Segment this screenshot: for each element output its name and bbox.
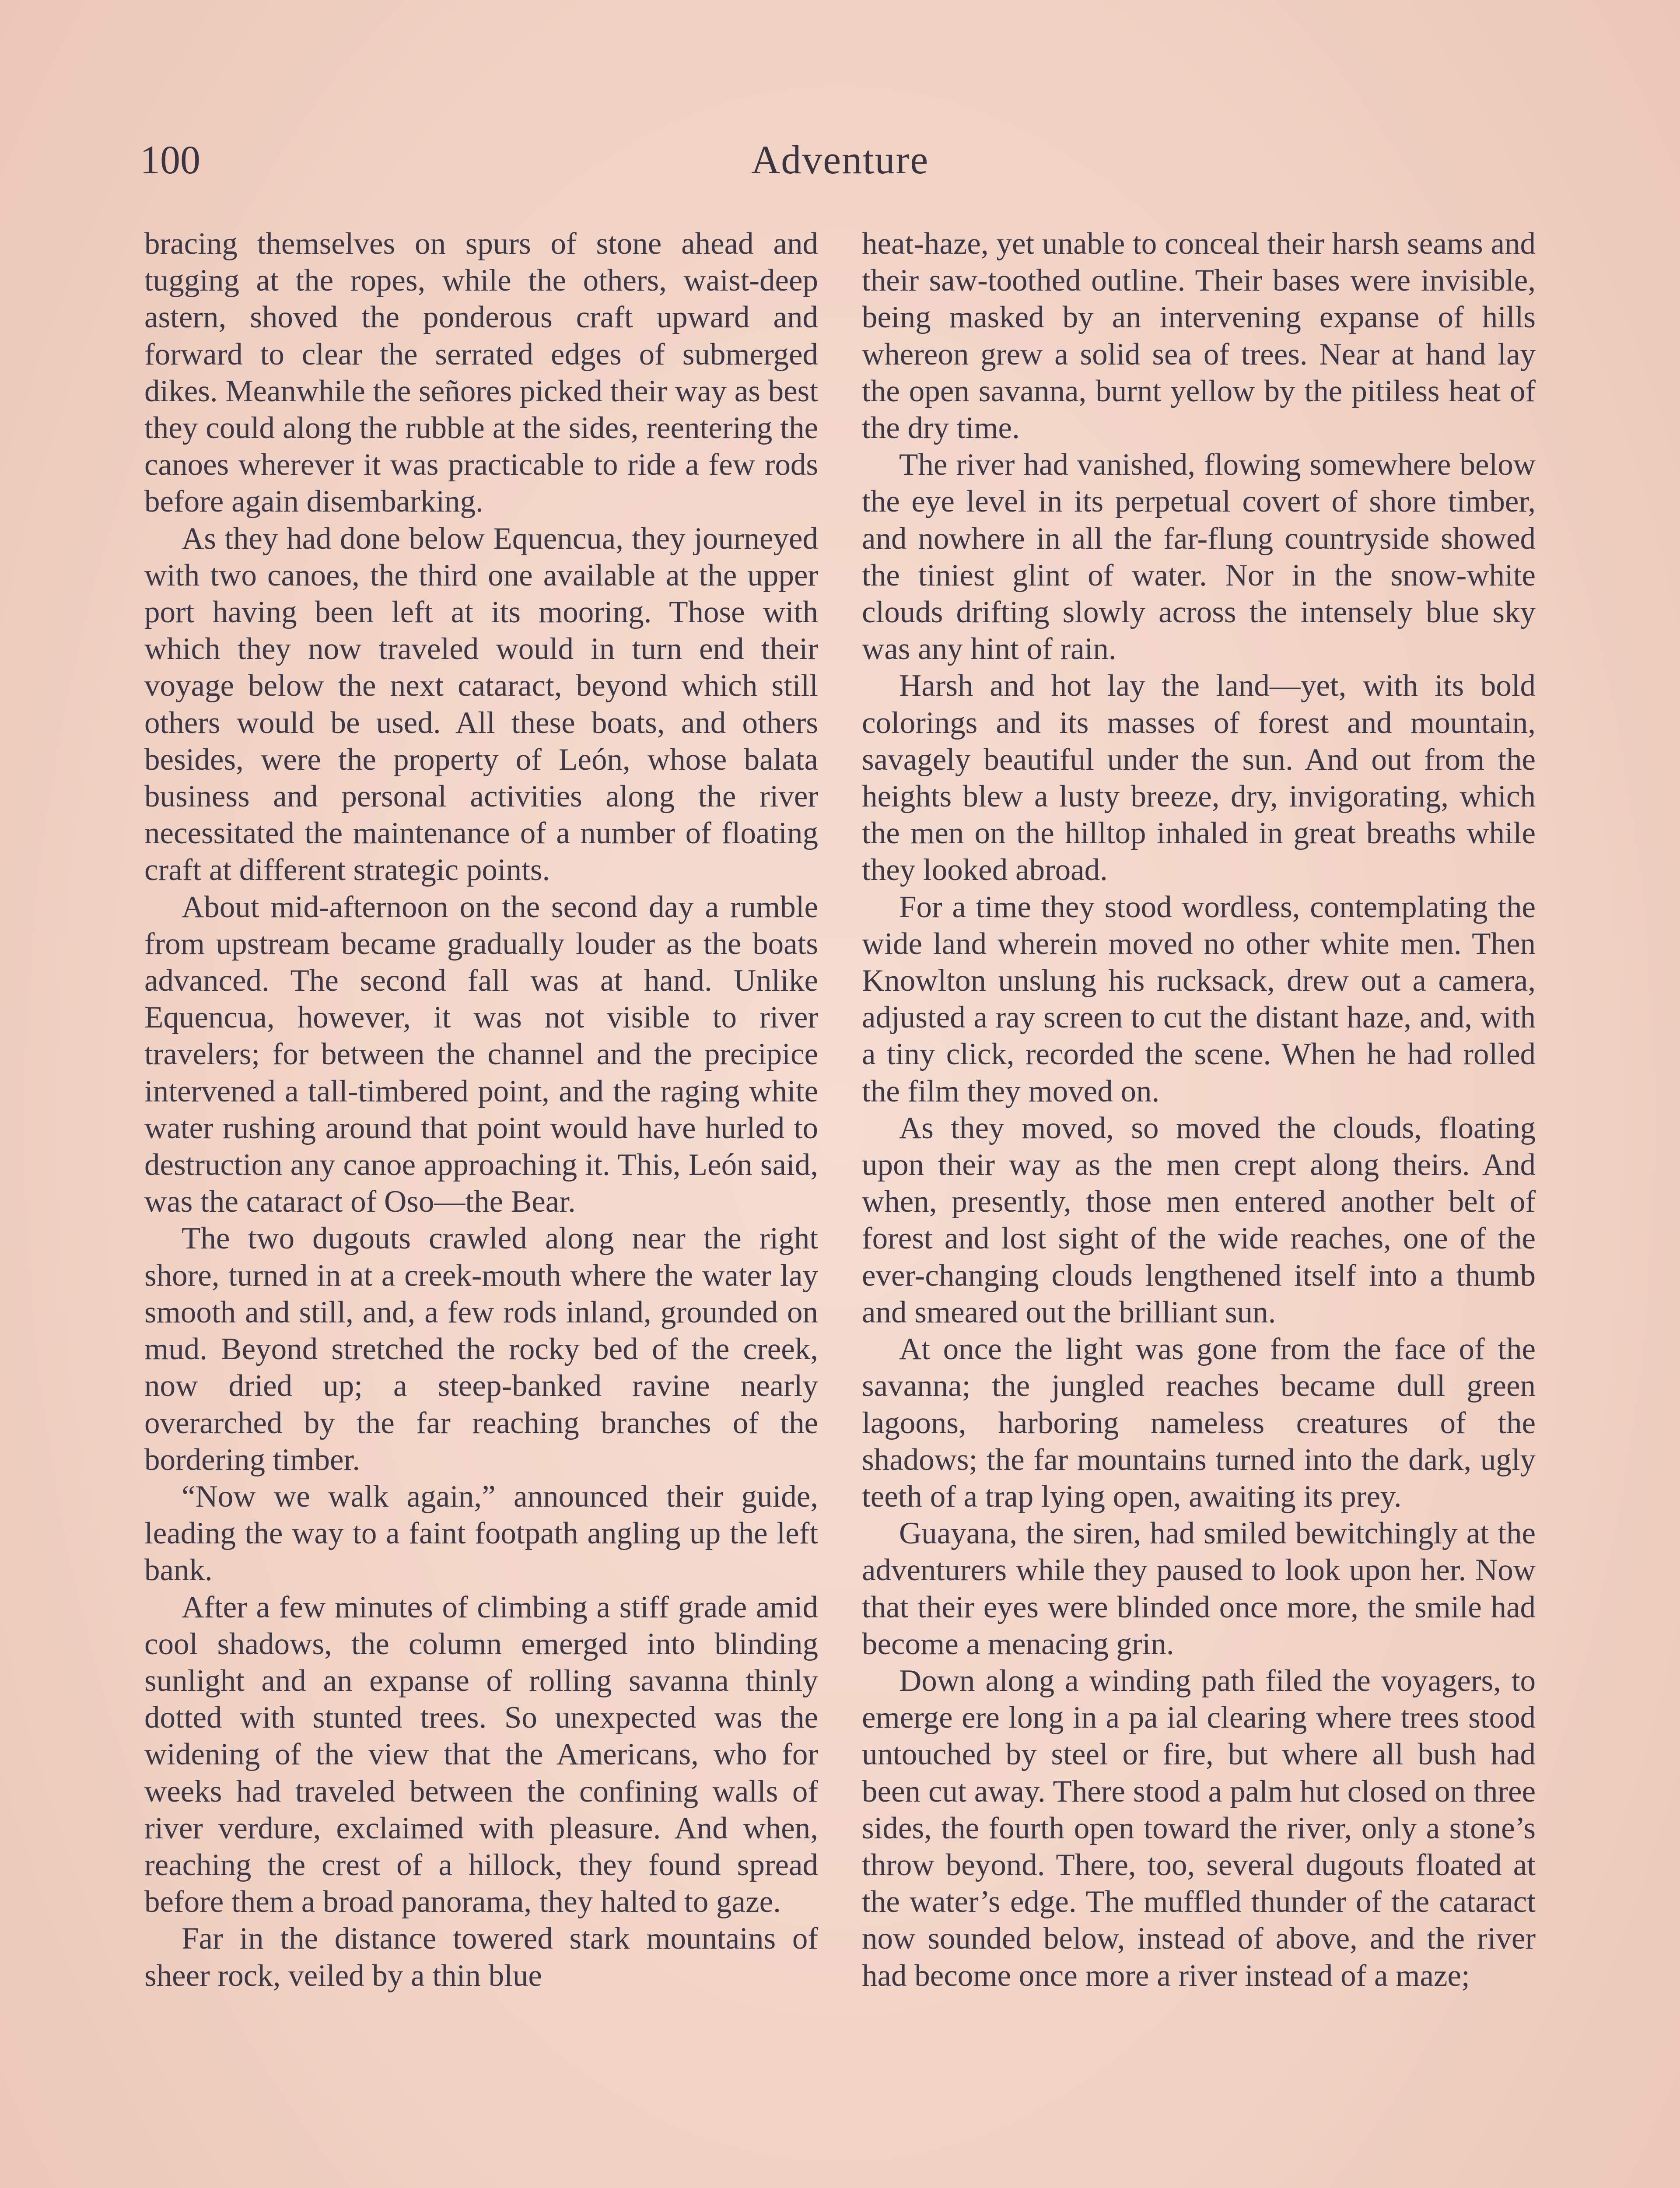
page-header bbox=[140, 127, 1540, 193]
paragraph: heat-haze, yet unable to conceal their harsh seams and their saw-toothed outline. Their bases were invisible, being masked by an intervening expanse of hills whereon grew a solid sea of trees. Near at hand lay the open savanna, burnt yellow by the pitiless heat of the dry time. bbox=[862, 227, 1536, 445]
page-number: 100 bbox=[140, 137, 200, 182]
paragraph: At once the light was gone from the face of the savanna; the jungled reaches became dull green lagoons, harboring nameless creatures of the shadows; the far mountains turned into the dark, ugly teeth of a trap lying open, awaiting its prey. bbox=[862, 1332, 1536, 1514]
paragraph: The river had vanished, flowing somewhere below the eye level in its perpetual covert of shore timber, and nowhere in all the far-flung countryside showed the tiniest glint of water. Nor in the snow-white clouds drifting slowly across the intensely blue sky was any hint of rain. bbox=[862, 448, 1536, 666]
left-column bbox=[144, 225, 818, 2188]
paragraph: For a time they stood wordless, contemplating the wide land wherein moved no other white men. Then Knowlton unslung his rucksack, drew out a camera, adjusted a ray screen to cut the distant haze, and, with a tiny click, recorded the scene. When he had rolled the film they moved on. bbox=[862, 890, 1536, 1108]
paragraph: As they had done below Equencua, they journeyed with two canoes, the third one available at the upper port having been left at its mooring. Those with which they now traveled would in turn end their voyage below the next cataract, beyond which still others would be used. All these boats, and others besides, were the property of León, whose balata business and personal activities along the river necessitated the maintenance of a number of floating craft at different strategic points. bbox=[144, 521, 818, 887]
paragraph: Far in the distance towered stark mountains of sheer rock, veiled by a thin blue bbox=[144, 1922, 818, 1993]
paragraph: Down along a winding path filed the voyagers, to emerge ere long in a pa ial clearing where trees stood untouched by steel or fire, but where all bush had been cut away. There stood a palm hut closed on three sides, the fourth open toward the river, only a stone’s throw beyond. There, too, several dugouts floated at the water’s edge. The muffled thunder of the cataract now sounded below, instead of above, and the river had become once more a river instead of a maze; bbox=[862, 1663, 1536, 1993]
paragraph: Harsh and hot lay the land—yet, with its bold colorings and its masses of forest and mountain, savagely beautiful under the sun. And out from the heights blew a lusty breeze, dry, invigorating, which the men on the hilltop inhaled in great breaths while they looked abroad. bbox=[862, 669, 1536, 887]
paragraph: “Now we walk again,” announced their guide, leading the way to a faint footpath angling up the left bank. bbox=[144, 1479, 818, 1588]
paragraph: The two dugouts crawled along near the right shore, turned in at a creek-mouth where the water lay smooth and still, and, a few rods inland, grounded on mud. Beyond stretched the rocky bed of the creek, now dried up; a steep-banked ravine nearly overarched by the far reaching branches of the bordering timber. bbox=[144, 1221, 818, 1477]
text-columns bbox=[144, 225, 1536, 2188]
running-title: Adventure bbox=[751, 137, 929, 182]
right-column bbox=[862, 225, 1536, 2188]
paragraph: After a few minutes of climbing a stiff grade amid cool shadows, the column emerged into blinding sunlight and an expanse of rolling savanna thinly dotted with stunted trees. So unexpected was the widening of the view that the Americans, who for weeks had traveled between the confining walls of river verdure, exclaimed with pleasure. And when, reaching the crest of a hillock, they found spread before them a broad panorama, they halted to gaze. bbox=[144, 1590, 818, 1919]
paragraph: About mid-afternoon on the second day a rumble from upstream became gradually louder as the boats advanced. The second fall was at hand. Unlike Equencua, however, it was not visible to river travelers; for between the channel and the precipice intervened a tall-timbered point, and the raging white water rushing around that point would have hurled to destruction any canoe approaching it. This, León said, was the cataract of Oso—the Bear. bbox=[144, 890, 818, 1219]
paragraph: Guayana, the siren, had smiled bewitchingly at the adventurers while they paused to look upon her. Now that their eyes were blinded once more, the smile had become a menacing grin. bbox=[862, 1516, 1536, 1661]
paragraph: As they moved, so moved the clouds, floating upon their way as the men crept along theirs. And when, presently, those men entered another belt of forest and lost sight of the wide reaches, one of the ever-changing clouds lengthened itself into a thumb and smeared out the brilliant sun. bbox=[862, 1111, 1536, 1329]
paragraph: bracing themselves on spurs of stone ahead and tugging at the ropes, while the others, waist-deep astern, shoved the ponderous craft upward and forward to clear the serrated edges of submerged dikes. Meanwhile the señores picked their way as best they could along the rubble at the sides, reentering the canoes wherever it was practicable to ride a few rods before again disembarking. bbox=[144, 227, 818, 519]
